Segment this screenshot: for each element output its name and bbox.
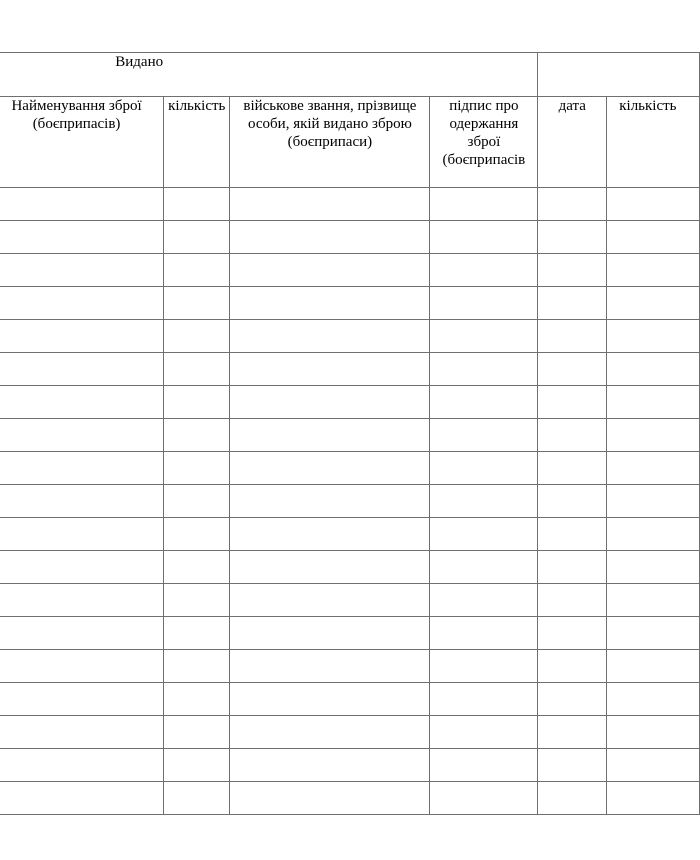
- cell-quantity: [164, 254, 230, 287]
- cell-quantity-2: [607, 254, 700, 287]
- cell-quantity: [164, 551, 230, 584]
- column-header-date: дата: [538, 97, 607, 188]
- cell-date: [538, 452, 607, 485]
- cell-quantity-2: [607, 353, 700, 386]
- cell-quantity: [164, 419, 230, 452]
- cell-quantity-2: [607, 782, 700, 815]
- cell-recipient: [230, 254, 430, 287]
- table-row: [0, 353, 700, 386]
- cell-item-name: [0, 782, 164, 815]
- cell-signature: [430, 485, 538, 518]
- weapons-issue-ledger-table: [0, 52, 700, 815]
- group-header-row: [0, 53, 700, 97]
- cell-item-name: [0, 287, 164, 320]
- cell-quantity-2: [607, 749, 700, 782]
- cell-quantity-2: [607, 452, 700, 485]
- table-row: [0, 584, 700, 617]
- cell-date: [538, 782, 607, 815]
- column-header-item-name: Найменування зброї (боєприпасів): [0, 97, 164, 188]
- cell-signature: [430, 716, 538, 749]
- cell-recipient: [230, 683, 430, 716]
- cell-quantity-2: [607, 584, 700, 617]
- issued-group-title: Видано: [0, 53, 538, 97]
- cell-recipient: [230, 716, 430, 749]
- cell-quantity-2: [607, 320, 700, 353]
- cell-date: [538, 254, 607, 287]
- cell-date: [538, 584, 607, 617]
- cell-recipient: [230, 386, 430, 419]
- cell-recipient: [230, 749, 430, 782]
- cell-date: [538, 353, 607, 386]
- cell-recipient: [230, 551, 430, 584]
- cell-signature: [430, 683, 538, 716]
- cell-quantity: [164, 485, 230, 518]
- cell-item-name: [0, 518, 164, 551]
- column-header-row: [0, 97, 700, 188]
- cell-quantity-2: [607, 386, 700, 419]
- cell-quantity-2: [607, 485, 700, 518]
- table-row: [0, 551, 700, 584]
- cell-signature: [430, 188, 538, 221]
- table-row: [0, 716, 700, 749]
- cell-date: [538, 221, 607, 254]
- cell-recipient: [230, 221, 430, 254]
- cell-quantity-2: [607, 287, 700, 320]
- cell-item-name: [0, 584, 164, 617]
- table-row: [0, 287, 700, 320]
- cell-quantity-2: [607, 617, 700, 650]
- table-row: [0, 782, 700, 815]
- cell-signature: [430, 221, 538, 254]
- cell-date: [538, 716, 607, 749]
- cell-quantity: [164, 353, 230, 386]
- column-header-signature: підпис про одержання зброї (боєприпасів: [430, 97, 538, 188]
- cell-item-name: [0, 353, 164, 386]
- table-row: [0, 386, 700, 419]
- cell-recipient: [230, 188, 430, 221]
- table-row: [0, 320, 700, 353]
- cell-date: [538, 650, 607, 683]
- cell-quantity-2: [607, 551, 700, 584]
- cell-date: [538, 518, 607, 551]
- cell-quantity: [164, 683, 230, 716]
- cell-signature: [430, 386, 538, 419]
- cell-signature: [430, 254, 538, 287]
- cell-signature: [430, 749, 538, 782]
- column-header-recipient: військове звання, прізвище особи, якій видано зброю (боєприпаси): [230, 97, 430, 188]
- cell-recipient: [230, 650, 430, 683]
- cell-signature: [430, 419, 538, 452]
- cell-recipient: [230, 287, 430, 320]
- column-header-quantity: кількість: [164, 97, 230, 188]
- cell-item-name: [0, 716, 164, 749]
- cell-signature: [430, 782, 538, 815]
- cell-recipient: [230, 320, 430, 353]
- cell-quantity: [164, 518, 230, 551]
- cell-item-name: [0, 617, 164, 650]
- cell-signature: [430, 353, 538, 386]
- cell-quantity: [164, 386, 230, 419]
- cell-item-name: [0, 551, 164, 584]
- cell-signature: [430, 518, 538, 551]
- cell-quantity: [164, 716, 230, 749]
- table-row: [0, 749, 700, 782]
- column-header-quantity-2: кількість: [607, 97, 700, 188]
- cell-signature: [430, 551, 538, 584]
- table-row: [0, 617, 700, 650]
- cell-quantity-2: [607, 419, 700, 452]
- table-row: [0, 452, 700, 485]
- cell-item-name: [0, 254, 164, 287]
- cell-item-name: [0, 485, 164, 518]
- cell-recipient: [230, 353, 430, 386]
- cell-quantity-2: [607, 683, 700, 716]
- cell-quantity: [164, 650, 230, 683]
- cell-recipient: [230, 419, 430, 452]
- cell-item-name: [0, 320, 164, 353]
- cell-date: [538, 287, 607, 320]
- cell-quantity: [164, 782, 230, 815]
- cell-quantity-2: [607, 188, 700, 221]
- cell-quantity-2: [607, 518, 700, 551]
- cell-signature: [430, 320, 538, 353]
- cell-date: [538, 749, 607, 782]
- cell-recipient: [230, 617, 430, 650]
- cell-item-name: [0, 386, 164, 419]
- weapons-ledger-table-wrap: [0, 52, 700, 815]
- table-row: [0, 221, 700, 254]
- next-group-title: [538, 53, 700, 97]
- cell-item-name: [0, 683, 164, 716]
- cell-date: [538, 419, 607, 452]
- cell-quantity: [164, 188, 230, 221]
- cell-date: [538, 320, 607, 353]
- table-row: [0, 650, 700, 683]
- cell-recipient: [230, 452, 430, 485]
- cell-date: [538, 188, 607, 221]
- cell-signature: [430, 650, 538, 683]
- cell-date: [538, 485, 607, 518]
- cell-signature: [430, 617, 538, 650]
- cell-quantity: [164, 221, 230, 254]
- cell-quantity: [164, 617, 230, 650]
- table-row: [0, 419, 700, 452]
- cell-item-name: [0, 452, 164, 485]
- cell-quantity-2: [607, 716, 700, 749]
- cell-recipient: [230, 782, 430, 815]
- cell-item-name: [0, 419, 164, 452]
- cell-date: [538, 617, 607, 650]
- cell-quantity: [164, 584, 230, 617]
- cell-recipient: [230, 518, 430, 551]
- cell-signature: [430, 452, 538, 485]
- table-row: [0, 188, 700, 221]
- cell-quantity-2: [607, 221, 700, 254]
- cell-recipient: [230, 485, 430, 518]
- cell-recipient: [230, 584, 430, 617]
- table-row: [0, 254, 700, 287]
- table-row: [0, 485, 700, 518]
- table-row: [0, 518, 700, 551]
- cell-item-name: [0, 749, 164, 782]
- cell-item-name: [0, 221, 164, 254]
- cell-quantity: [164, 287, 230, 320]
- cell-quantity: [164, 320, 230, 353]
- cell-quantity: [164, 749, 230, 782]
- cell-quantity-2: [607, 650, 700, 683]
- cell-signature: [430, 584, 538, 617]
- cell-date: [538, 683, 607, 716]
- cell-item-name: [0, 650, 164, 683]
- cell-item-name: [0, 188, 164, 221]
- cell-quantity: [164, 452, 230, 485]
- cell-date: [538, 551, 607, 584]
- cell-date: [538, 386, 607, 419]
- cell-signature: [430, 287, 538, 320]
- table-row: [0, 683, 700, 716]
